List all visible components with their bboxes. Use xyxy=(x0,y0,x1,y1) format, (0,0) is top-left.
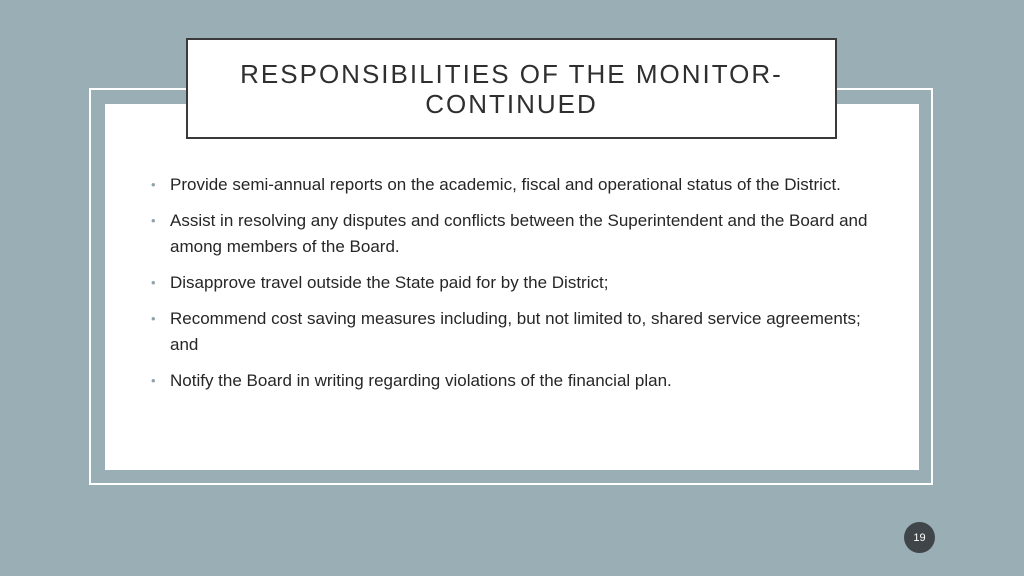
bullet-text: Notify the Board in writing regarding violations of the financial plan. xyxy=(170,371,672,390)
bullet-text: Disapprove travel outside the State paid for by the District; xyxy=(170,273,609,292)
bullet-dot-icon: • xyxy=(151,275,156,290)
bullet-dot-icon: • xyxy=(151,177,156,192)
bullet-dot-icon: • xyxy=(151,213,156,228)
page-number-badge: 19 xyxy=(904,522,935,553)
bullet-text: Assist in resolving any disputes and conflicts between the Superintendent and the Board and among members of the Board. xyxy=(170,211,868,256)
bullet-text: Provide semi-annual reports on the academic, fiscal and operational status of the District. xyxy=(170,175,841,194)
bullet-dot-icon: • xyxy=(151,311,156,326)
bullet-item xyxy=(150,172,890,198)
bullet-list xyxy=(150,172,890,404)
bullet-item xyxy=(150,306,890,358)
bullet-item xyxy=(150,270,890,296)
bullet-item xyxy=(150,368,890,394)
bullet-dot-icon: • xyxy=(151,373,156,388)
title-box xyxy=(186,38,837,139)
bullet-text: Recommend cost saving measures including, but not limited to, shared service agreements; and xyxy=(170,309,861,354)
slide-title: RESPONSIBILITIES OF THE MONITOR- CONTINUED xyxy=(240,58,783,119)
bullet-item xyxy=(150,208,890,260)
